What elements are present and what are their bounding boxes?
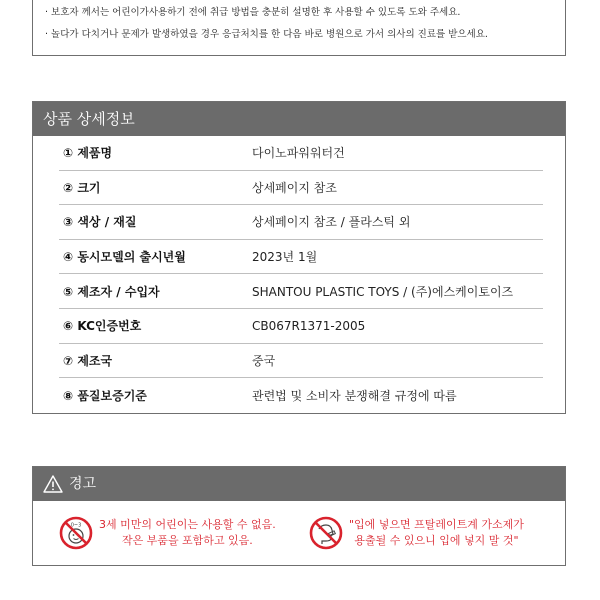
table-row	[59, 136, 543, 171]
warning-mouth-line-2: 용출될 수 있으니 입에 넣지 말 것"	[354, 534, 519, 547]
table-row	[59, 205, 543, 240]
no-children-0-3-icon	[59, 516, 93, 550]
notice-line-2: · 놀다가 다치거나 문제가 발생하였을 경우 응급처치를 한 다음 바로 병원으로 가서 의사의 진료를 받으세요.	[45, 29, 488, 40]
row-value: SHANTOU PLASTIC TOYS / (주)에스케이토이즈	[252, 284, 514, 299]
row-label: ⑦ 제조국	[63, 353, 113, 368]
warning-age-line-2: 작은 부품을 포함하고 있음.	[121, 534, 253, 547]
warning-section	[32, 466, 566, 566]
warning-triangle-icon	[43, 475, 63, 493]
row-label: ⑥ KC인증번호	[63, 319, 142, 334]
row-value: CB067R1371-2005	[252, 318, 366, 333]
row-value: 2023년 1월	[252, 250, 318, 265]
row-value: 다이노파워워터건	[252, 146, 345, 161]
table-row	[59, 171, 543, 206]
row-value: 상세페이지 참조 / 플라스틱 외	[252, 215, 411, 230]
warning-text-age	[99, 517, 276, 549]
product-detail-section	[32, 101, 566, 414]
warning-text-mouth	[349, 517, 524, 549]
warning-item-age	[59, 516, 276, 550]
row-label: ⑤ 제조자 / 수입자	[63, 284, 160, 299]
warning-header	[33, 467, 565, 501]
warning-title: 경고	[69, 476, 97, 492]
row-label: ⑧ 품질보증기준	[63, 388, 147, 403]
row-label: ② 크기	[63, 180, 101, 195]
row-label: ③ 색상 / 재질	[63, 215, 137, 230]
row-value: 상세페이지 참조	[252, 180, 337, 195]
safety-notice-box	[32, 0, 566, 56]
table-row	[59, 344, 543, 379]
notice-line-1: · 보호자 께서는 어린이가사용하기 전에 취급 방법을 충분히 설명한 후 사용할 수 있도록 도와 주세요.	[45, 7, 461, 18]
product-detail-table	[59, 136, 543, 413]
table-row	[59, 378, 543, 413]
table-row	[59, 240, 543, 275]
warning-item-mouth	[309, 516, 524, 550]
warning-mouth-line-1: "입에 넣으면 프탈레이트계 가소제가	[349, 518, 524, 531]
row-value: 중국	[252, 353, 276, 368]
no-mouth-icon	[309, 516, 343, 550]
row-value: 관련법 및 소비자 분쟁해결 규정에 따름	[252, 388, 457, 403]
row-label: ① 제품명	[63, 146, 113, 161]
age-range-label: 0~3	[70, 522, 82, 529]
table-row	[59, 309, 543, 344]
row-label: ④ 동시모델의 출시년월	[63, 250, 186, 265]
product-detail-header: 상품 상세정보	[33, 102, 565, 136]
table-row	[59, 274, 543, 309]
warning-age-line-1: 3세 미만의 어린이는 사용할 수 없음.	[99, 518, 276, 531]
